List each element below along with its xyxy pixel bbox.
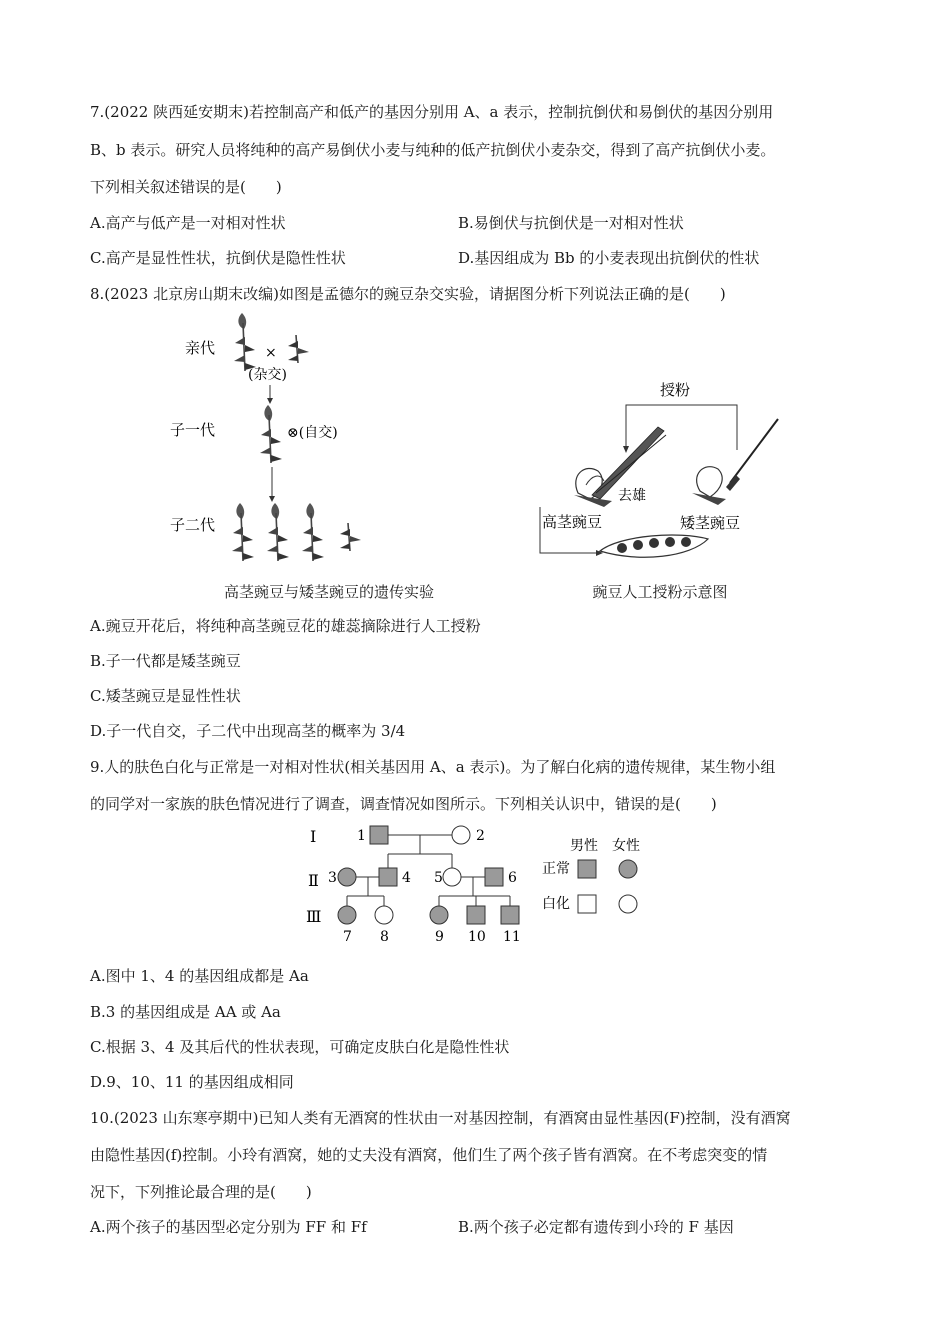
individual-1-male-normal	[370, 826, 388, 844]
individual-11-number: 11	[503, 929, 521, 945]
q10-option-b: B.两个孩子必定都有遗传到小玲的 F 基因	[458, 1218, 734, 1236]
q10-option-a: A.两个孩子的基因型必定分别为 FF 和 Ff	[90, 1218, 367, 1236]
q7-option-b: B.易倒伏与抗倒伏是一对相对性状	[458, 214, 684, 232]
legend-male-normal-symbol	[578, 860, 596, 878]
individual-3-female-normal	[338, 868, 356, 886]
q8-option-c: C.矮茎豌豆是显性性状	[90, 687, 241, 705]
generation-2-label: Ⅱ	[308, 871, 319, 890]
q7-stem-line2: B、b 表示。研究人员将纯种的高产易倒伏小麦与纯种的低产抗倒伏小麦杂交，得到了高产抗倒伏小麦。	[90, 141, 776, 159]
q9-stem-line2: 的同学对一家族的肤色情况进行了调查，调查情况如图所示。下列相关认识中，错误的是( )	[90, 795, 717, 813]
q7-stem-line3: 下列相关叙述错误的是( )	[90, 178, 282, 196]
individual-5-number: 5	[434, 870, 443, 886]
individual-8-number: 8	[380, 929, 389, 945]
pea-pollination-figure	[530, 375, 790, 565]
individual-9-number: 9	[435, 929, 444, 945]
cross-note: (杂交)	[248, 367, 287, 383]
individual-11-male-normal	[501, 906, 519, 924]
individual-2-number: 2	[476, 828, 485, 844]
q9-option-b: B.3 的基因组成是 AA 或 Aa	[90, 1003, 281, 1021]
individual-3-number: 3	[328, 870, 337, 886]
q8-option-d: D.子一代自交，子二代中出现高茎的概率为 3/4	[90, 722, 406, 740]
q10-stem-line1: 10.(2023 山东寒亭期中)已知人类有无酒窝的性状由一对基因控制，有酒窝由显性基因(F)控制，没有酒窝	[90, 1109, 791, 1127]
label-tall-pea: 高茎豌豆	[542, 513, 603, 531]
q7-option-c: C.高产是显性性状，抗倒伏是隐性性状	[90, 249, 346, 267]
legend-albino: 白化	[542, 896, 570, 912]
pedigree-chart	[300, 820, 660, 950]
label-emasculate: 去雄	[618, 488, 646, 504]
individual-10-number: 10	[468, 929, 486, 945]
legend-male-albino-symbol	[578, 895, 596, 913]
individual-4-male-normal	[379, 868, 397, 886]
cross-symbol: ×	[265, 345, 277, 361]
individual-7-female-normal	[338, 906, 356, 924]
individual-6-number: 6	[508, 870, 517, 886]
q10-stem-line2: 由隐性基因(f)控制。小玲有酒窝，她的丈夫没有酒窝，他们生了两个孩子皆有酒窝。在不考虑突变的情	[90, 1146, 768, 1164]
legend-normal: 正常	[542, 861, 570, 877]
q10-stem-line3: 况下，下列推论最合理的是( )	[90, 1183, 312, 1201]
individual-2-female-normal	[452, 826, 470, 844]
label-pollination: 授粉	[660, 381, 691, 399]
label-f1-generation: 子一代	[170, 421, 216, 439]
individual-7-number: 7	[343, 929, 352, 945]
q7-stem-line1: 7.(2022 陕西延安期末)若控制高产和低产的基因分别用 A、a 表示，控制抗倒伏和易倒伏的基因分别用	[90, 103, 774, 121]
individual-4-number: 4	[402, 870, 411, 886]
fig-left-caption: 高茎豌豆与矮茎豌豆的遗传实验	[223, 583, 434, 601]
individual-1-number: 1	[357, 828, 366, 844]
individual-10-male-normal	[467, 906, 485, 924]
individual-6-male-normal	[485, 868, 503, 886]
generation-3-label: Ⅲ	[306, 907, 322, 926]
individual-9-female-normal	[430, 906, 448, 924]
q9-option-a: A.图中 1、4 的基因组成都是 Aa	[90, 967, 309, 985]
individual-8-female-albino	[375, 906, 393, 924]
q9-stem-line1: 9.人的肤色白化与正常是一对相对性状(相关基因用 A、a 表示)。为了解白化病的遗传规律，某生物小组	[90, 758, 776, 776]
self-cross-note: ⊗(自交)	[287, 425, 338, 441]
label-short-pea: 矮茎豌豆	[680, 514, 741, 532]
generation-1-label: Ⅰ	[310, 827, 317, 846]
q7-option-a: A.高产与低产是一对相对性状	[90, 214, 286, 232]
legend-male: 男性	[570, 838, 598, 854]
legend-female: 女性	[612, 838, 640, 854]
individual-5-female-normal	[443, 868, 461, 886]
label-parent-generation: 亲代	[185, 339, 216, 357]
pea-cross-figure	[160, 305, 390, 575]
fig-right-caption: 豌豆人工授粉示意图	[592, 583, 728, 601]
q8-stem-line1: 8.(2023 北京房山期末改编)如图是孟德尔的豌豆杂交实验，请据图分析下列说法正确的是( )	[90, 285, 726, 303]
q9-option-d: D.9、10、11 的基因组成相同	[90, 1073, 294, 1091]
legend-female-normal-symbol	[619, 860, 637, 878]
q7-option-d: D.基因组成为 Bb 的小麦表现出抗倒伏的性状	[458, 249, 760, 267]
q9-option-c: C.根据 3、4 及其后代的性状表现，可确定皮肤白化是隐性性状	[90, 1038, 510, 1056]
label-f2-generation: 子二代	[170, 516, 216, 534]
q8-option-b: B.子一代都是矮茎豌豆	[90, 652, 241, 670]
legend-female-albino-symbol	[619, 895, 637, 913]
q8-option-a: A.豌豆开花后，将纯种高茎豌豆花的雄蕊摘除进行人工授粉	[90, 617, 481, 635]
